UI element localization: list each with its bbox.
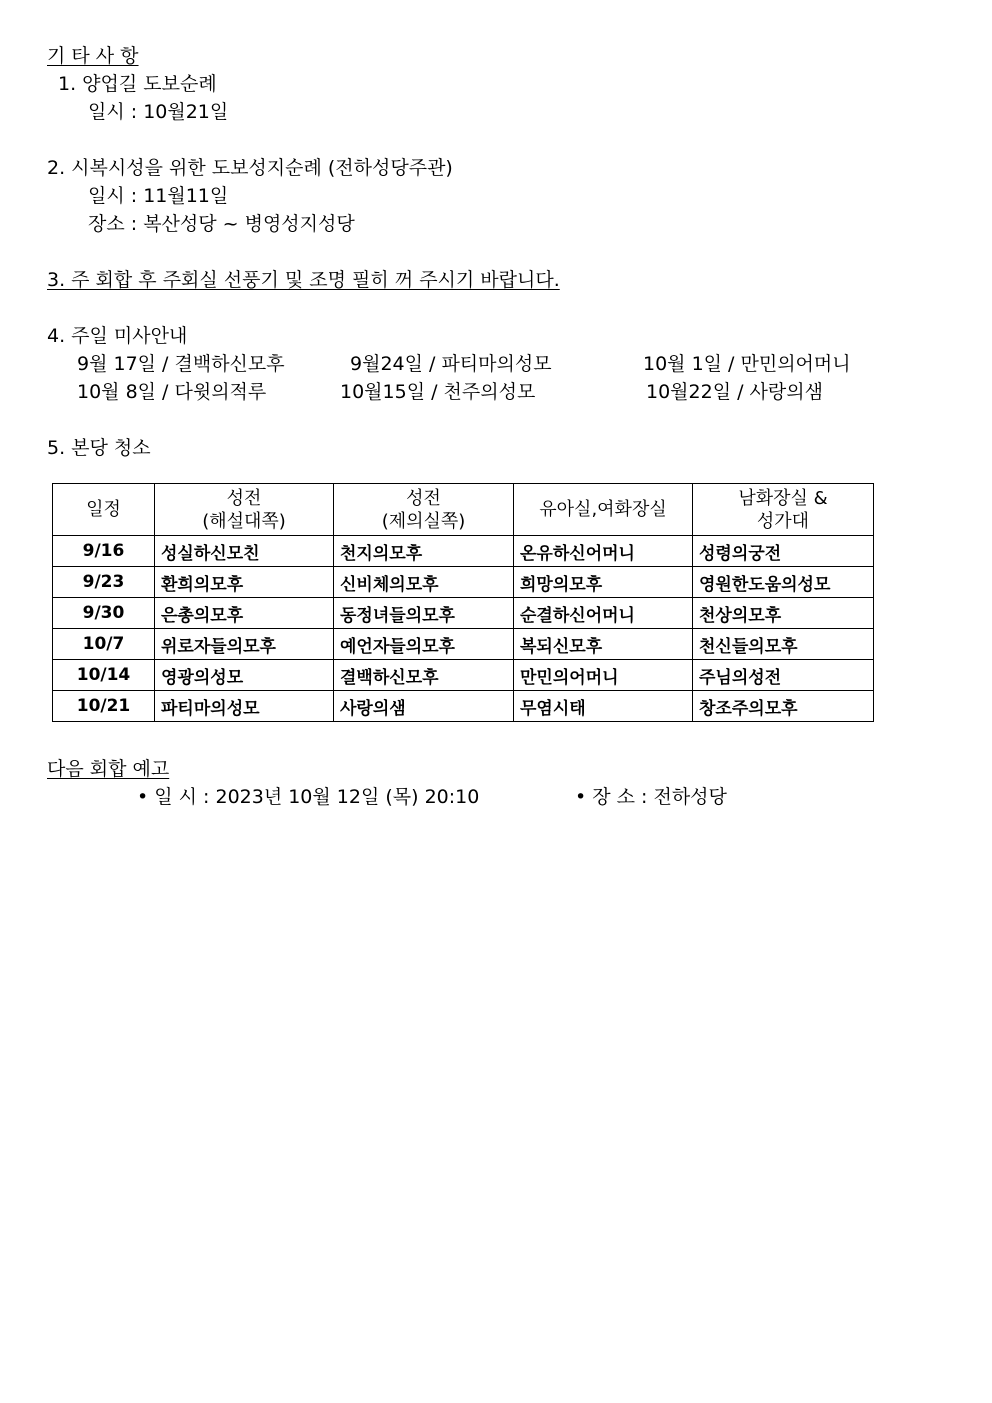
table-row xyxy=(53,629,874,660)
table-header-row xyxy=(53,484,874,536)
table-cell: 복되신모후 xyxy=(514,629,693,660)
table-cell: 신비체의모후 xyxy=(334,567,514,598)
item-2-date: 일시 : 11월11일 xyxy=(88,185,229,207)
header-date: 일정 xyxy=(53,484,155,536)
table-cell: 영광의성모 xyxy=(155,660,334,691)
table-row xyxy=(53,536,874,567)
cleaning-table xyxy=(52,483,874,722)
table-cell: 은총의모후 xyxy=(155,598,334,629)
item-2-title: 2. 시복시성을 위한 도보성지순례 (전하성당주관) xyxy=(47,157,453,179)
table-cell-date: 9/30 xyxy=(53,598,155,629)
mass-entry: 9월 17일 / 결백하신모후 xyxy=(77,353,285,375)
item-2-place: 장소 : 복산성당 ~ 병영성지성당 xyxy=(88,213,355,235)
header-mens-restroom-choir: 남화장실 & 성가대 xyxy=(693,484,874,536)
table-cell: 천지의모후 xyxy=(334,536,514,567)
table-row xyxy=(53,691,874,722)
header-sanctuary-sacristy: 성전 (제의실쪽) xyxy=(334,484,514,536)
mass-entry: 10월 1일 / 만민의어머니 xyxy=(643,353,851,375)
table-cell: 영원한도움의성모 xyxy=(693,567,874,598)
item-5-title: 5. 본당 청소 xyxy=(47,437,151,459)
table-cell: 주님의성전 xyxy=(693,660,874,691)
table-cell: 결백하신모후 xyxy=(334,660,514,691)
table-cell: 무염시태 xyxy=(514,691,693,722)
table-cell: 예언자들의모후 xyxy=(334,629,514,660)
table-cell: 환희의모후 xyxy=(155,567,334,598)
table-cell: 천상의모후 xyxy=(693,598,874,629)
table-cell: 온유하신어머니 xyxy=(514,536,693,567)
table-cell-date: 10/21 xyxy=(53,691,155,722)
table-cell: 천신들의모후 xyxy=(693,629,874,660)
table-cell: 사랑의샘 xyxy=(334,691,514,722)
mass-entry: 10월 8일 / 다윗의적루 xyxy=(77,381,267,403)
table-row xyxy=(53,567,874,598)
next-meeting-datetime: • 일 시 : 2023년 10월 12일 (목) 20:10 xyxy=(137,786,480,808)
item-1-date: 일시 : 10월21일 xyxy=(88,101,229,123)
table-cell: 성령의궁전 xyxy=(693,536,874,567)
table-cell: 파티마의성모 xyxy=(155,691,334,722)
header-sanctuary-commentary: 성전 (해설대쪽) xyxy=(155,484,334,536)
table-cell: 창조주의모후 xyxy=(693,691,874,722)
table-cell-date: 10/7 xyxy=(53,629,155,660)
table-cell: 희망의모후 xyxy=(514,567,693,598)
table-row xyxy=(53,660,874,691)
table-cell: 동정녀들의모후 xyxy=(334,598,514,629)
item-3-title: 3. 주 회합 후 주회실 선풍기 및 조명 필히 꺼 주시기 바랍니다. xyxy=(47,269,560,291)
table-cell-date: 10/14 xyxy=(53,660,155,691)
next-meeting-place: • 장 소 : 전하성당 xyxy=(575,786,727,808)
section-title: 기 타 사 항 xyxy=(47,45,139,67)
item-4-title: 4. 주일 미사안내 xyxy=(47,325,188,347)
mass-entry: 10월15일 / 천주의성모 xyxy=(340,381,536,403)
table-cell: 위로자들의모후 xyxy=(155,629,334,660)
table-cell: 성실하신모친 xyxy=(155,536,334,567)
table-cell-date: 9/23 xyxy=(53,567,155,598)
table-cell-date: 9/16 xyxy=(53,536,155,567)
mass-entry: 9월24일 / 파티마의성모 xyxy=(350,353,552,375)
table-cell: 만민의어머니 xyxy=(514,660,693,691)
table-row xyxy=(53,598,874,629)
mass-entry: 10월22일 / 사랑의샘 xyxy=(646,381,823,403)
item-1-title: 1. 양업길 도보순례 xyxy=(58,73,217,95)
table-cell: 순결하신어머니 xyxy=(514,598,693,629)
header-nursery-womens-restroom: 유아실,여화장실 xyxy=(514,484,693,536)
next-meeting-title: 다음 회합 예고 xyxy=(47,758,170,780)
